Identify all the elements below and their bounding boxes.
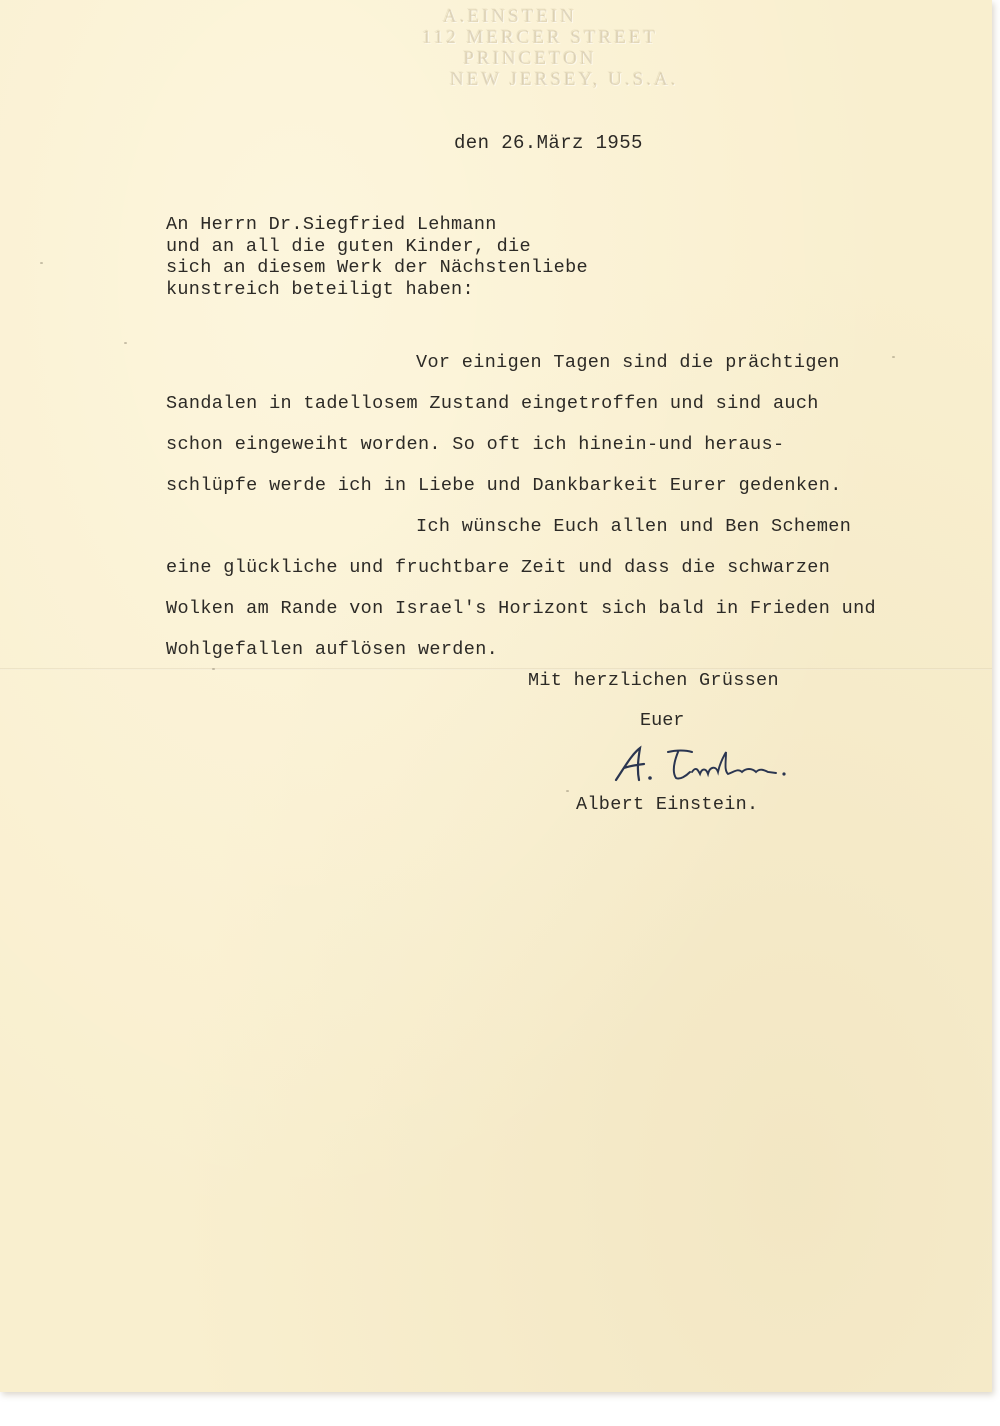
body-line: Ich wünsche Euch allen und Ben Schemen: [416, 516, 852, 537]
body-line: schlüpfe werde ich in Liebe und Dankbarkeit Eurer gedenken.: [166, 475, 842, 496]
letterhead-line: A.EINSTEIN: [443, 6, 577, 27]
address-line: An Herrn Dr.Siegfried Lehmann: [166, 214, 497, 235]
recipient-address: [166, 214, 588, 300]
handwritten-signature: [606, 742, 796, 788]
closing-euer: Euer: [640, 710, 685, 731]
body-line: eine glückliche und fruchtbare Zeit und dass die schwarzen: [166, 557, 831, 578]
address-line: sich an diesem Werk der Nächstenliebe: [166, 257, 588, 278]
paper-speck: [212, 668, 215, 670]
paper-speck: [124, 342, 127, 344]
typed-signatory-name: Albert Einstein.: [576, 794, 759, 815]
address-line: und an all die guten Kinder, die: [166, 235, 531, 257]
letter-date: den 26.März 1955: [454, 132, 643, 154]
body-line: schon eingeweiht worden. So oft ich hinein-und heraus-: [166, 434, 785, 455]
body-line: Wohlgefallen auflösen werden.: [166, 639, 499, 660]
letter-body: [166, 342, 966, 670]
paper-speck: [40, 262, 43, 264]
paper-speck: [892, 356, 895, 358]
embossed-letterhead: [360, 6, 679, 90]
letterhead-line: NEW JERSEY, U.S.A.: [450, 69, 679, 90]
letterhead-line: 112 MERCER STREET: [421, 27, 659, 48]
letterhead-line: PRINCETON: [463, 48, 597, 69]
body-line: Sandalen in tadellosem Zustand eingetroffen und sind auch: [166, 393, 819, 414]
body-line: Wolken am Rande von Israel's Horizont sich bald in Frieden und: [166, 598, 877, 619]
closing-salutation: Mit herzlichen Grüssen: [528, 670, 779, 691]
address-line: kunstreich beteiligt haben:: [166, 278, 474, 300]
body-line: Vor einigen Tagen sind die prächtigen: [416, 352, 840, 373]
paper-speck: [566, 790, 569, 792]
